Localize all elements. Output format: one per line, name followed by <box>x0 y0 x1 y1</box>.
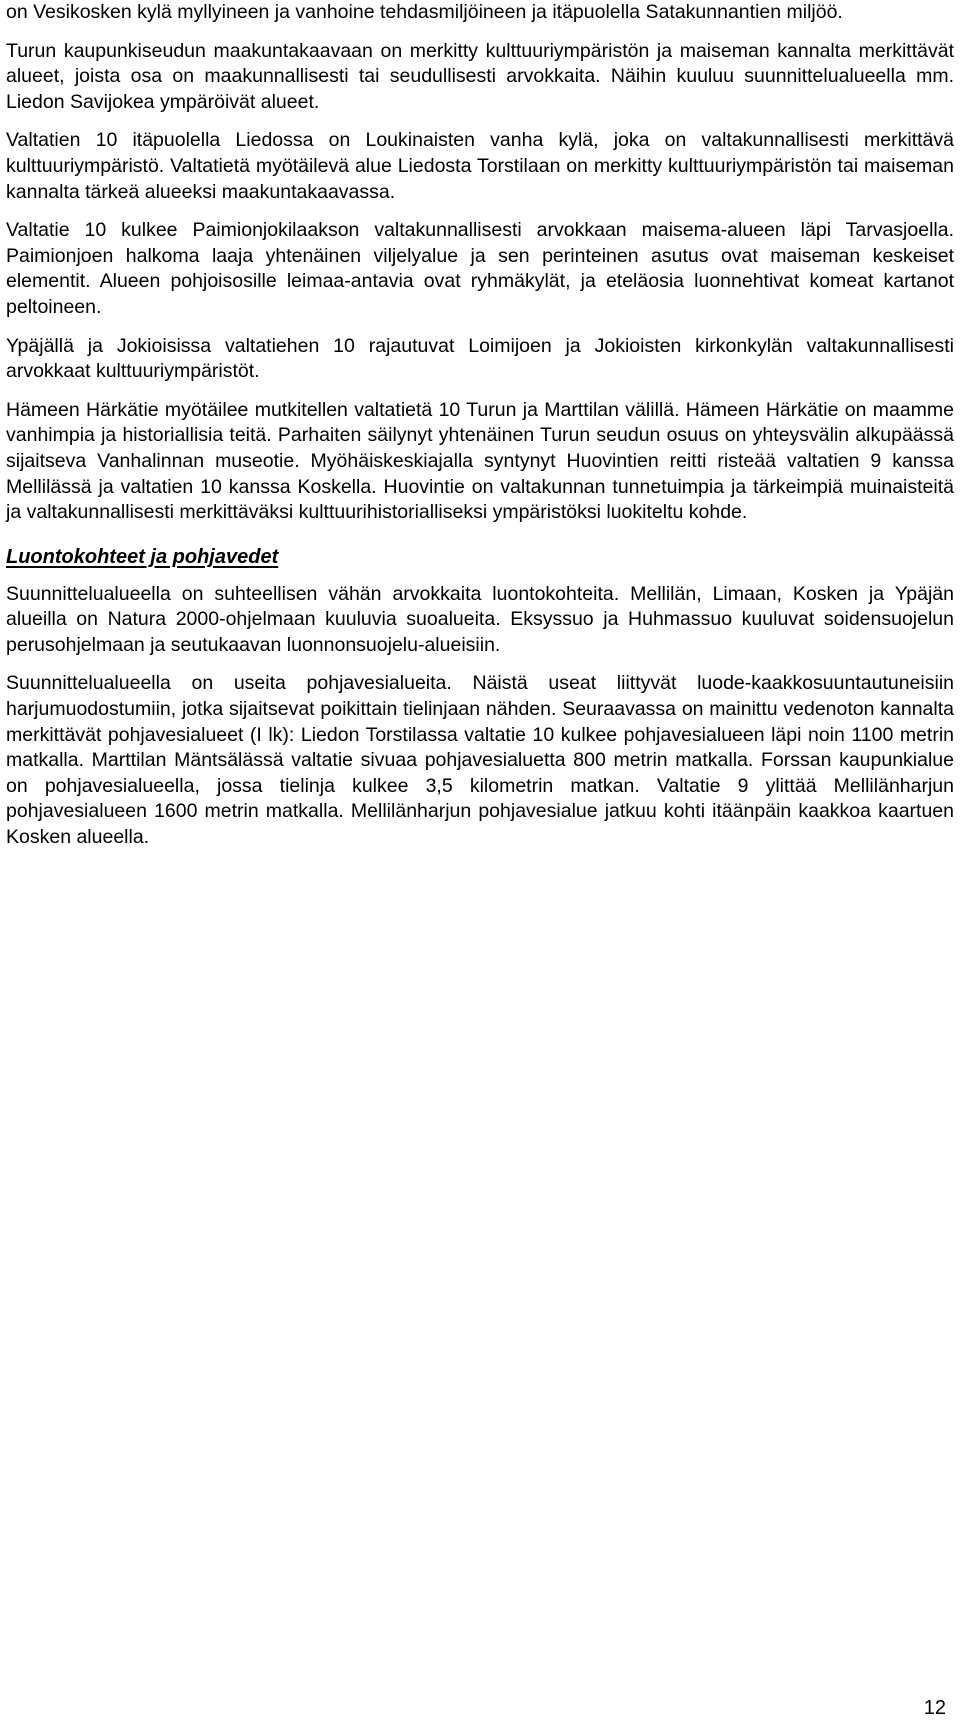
section-heading: Luontokohteet ja pohjavedet <box>6 545 279 568</box>
paragraph-luontokohteet: Suunnittelualueella on suhteellisen vähän arvokkaita luontokohteita. Mellilän, Limaan, Kosken ja Ypäjän alueilla on Natura 2000-ohjelmaan kuuluvia suoalueita. Eksyssuo ja Huhmassuo kuuluvat soidensuojelun perusohjelmaan ja seutukaavan luonnonsuojelu-alueisiin. <box>6 582 954 656</box>
paragraph-vesikoski: on Vesikosken kylä myllyineen ja vanhoine tehdasmiljöineen ja itäpuolella Satakunnantien miljöö. <box>6 1 843 23</box>
paragraph-maakuntakaava: Turun kaupunkiseudun maakuntakaavaan on merkitty kulttuuriympäristön ja maiseman kannalta merkittävät alueet, joista osa on maakunnallisesti tai seudullisesti arvokkaita. Näihin kuuluu suunnittelualueella mm. Liedon Savijokea ympäröivät alueet. <box>6 39 954 113</box>
paragraph-pohjavedet: Suunnittelualueella on useita pohjavesialueita. Näistä useat liittyvät luode-kaakkosuuntautuneisiin harjumuodostumiin, jotka sijaitsevat poikittain tielinjaan nähden. Seuraavassa on mainittu vedenoton kannalta merkittävät pohjavesialueet (I lk): Liedon Torstilassa valtatie 10 kulkee pohjavesialueen läpi noin 1100 metrin matkalla. Marttilan Mäntsälässä valtatie sivuaa pohjavesialuetta 800 metrin matkalla. Forssan kaupunkialue on pohjavesialueella, jossa tielinja kulkee 3,5 kilometrin matkan. Valtatie 9 ylittää Mellilänharjun pohjavesialueen 1600 metrin matkalla. Mellilänharjun pohjavesialue jatkuu kohti itäänpäin kaakkoa kaartuen Kosken alueella. <box>6 672 954 849</box>
paragraph-paimionjokilaakso: Valtatie 10 kulkee Paimionjokilaakson valtakunnallisesti arvokkaan maisema-alueen läpi Tarvasjoella. Paimionjoen halkoma laaja yhtenäinen viljelyalue ja sen perinteinen asutus ovat maiseman keskeiset elementit. Alueen pohjoisosille leimaa-antavia ovat ryhmäkylät, ja eteläosia luonnehtivat komeat kartanot peltoineen. <box>6 219 954 318</box>
paragraph-ypaja-jokioinen: Ypäjällä ja Jokioisissa valtatiehen 10 rajautuvat Loimijoen ja Jokioisten kirkonkylän valtakunnallisesti arvokkaat kulttuuriympäristöt. <box>6 334 954 383</box>
paragraph-harkatie: Hämeen Härkätie myötäilee mutkitellen valtatietä 10 Turun ja Marttilan välillä. Hämeen Härkätie on maamme vanhimpia ja historiallisia teitä. Parhaiten säilynyt yhtenäinen Turun seudun osuus on yhteysvälin alkupäässä sijaitseva Vanhalinnan museotie. Myöhäiskeskiajalla syntynyt Huovintien reitti risteää valtatien 9 kanssa Mellilässä ja valtatien 10 kanssa Koskella. Huovintie on valtakunnan tunnetuimpia ja tärkeimpiä muinaisteitä ja valtakunnallisesti merkittäväksi kulttuurihistorialliseksi ympäristöksi luokiteltu kohde. <box>6 398 954 524</box>
page-number: 12 <box>923 1697 946 1719</box>
paragraph-loukinainen: Valtatien 10 itäpuolella Liedossa on Loukinaisten vanha kylä, joka on valtakunnallisesti merkittävä kulttuuriympäristö. Valtatietä myötäilevä alue Liedosta Torstilaan on merkitty kulttuuriympäristön tai maiseman kannalta tärkeä alueeksi maakuntakaavassa. <box>6 129 954 203</box>
document-body <box>6 0 954 864</box>
